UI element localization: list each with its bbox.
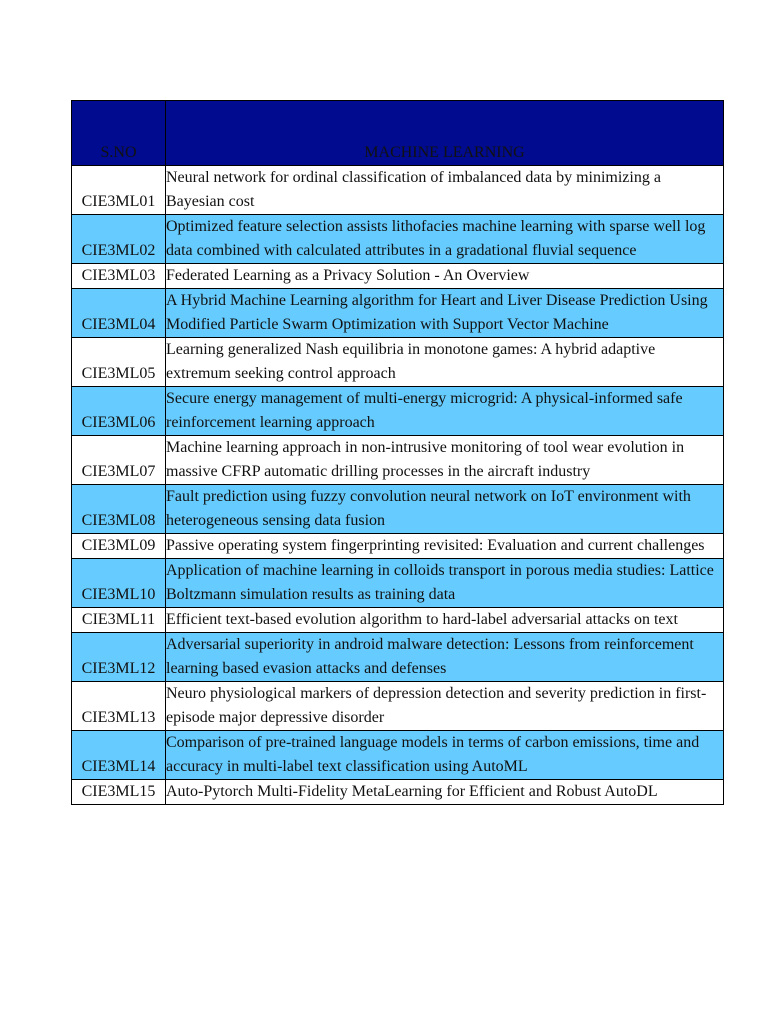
- row-title: Adversarial superiority in android malware detection: Lessons from reinforcement learning based evasion attacks and defenses: [166, 633, 724, 682]
- row-sno: CIE3ML03: [72, 264, 166, 289]
- row-title: Machine learning approach in non-intrusive monitoring of tool wear evolution in massive CFRP automatic drilling processes in the aircraft industry: [166, 436, 724, 485]
- row-sno: CIE3ML12: [72, 633, 166, 682]
- table-row: [72, 633, 724, 682]
- table-row: [72, 485, 724, 534]
- row-title: Neural network for ordinal classification of imbalanced data by minimizing a Bayesian cost: [166, 166, 724, 215]
- table-body: [72, 166, 724, 805]
- table-row: [72, 559, 724, 608]
- row-sno: CIE3ML06: [72, 387, 166, 436]
- row-sno: CIE3ML13: [72, 682, 166, 731]
- row-sno: CIE3ML11: [72, 608, 166, 633]
- row-title: Neuro physiological markers of depression detection and severity prediction in first-episode major depressive disorder: [166, 682, 724, 731]
- row-sno: CIE3ML05: [72, 338, 166, 387]
- table-row: [72, 215, 724, 264]
- table-row: [72, 166, 724, 215]
- row-title: A Hybrid Machine Learning algorithm for Heart and Liver Disease Prediction Using Modified Particle Swarm Optimization with Support Vector Machine: [166, 289, 724, 338]
- table-row: [72, 264, 724, 289]
- table-header-row: [72, 101, 724, 166]
- row-sno: CIE3ML09: [72, 534, 166, 559]
- table-row: [72, 780, 724, 805]
- header-title: MACHINE LEARNING: [166, 101, 724, 166]
- row-title: Application of machine learning in colloids transport in porous media studies: Lattice Boltzmann simulation results as training data: [166, 559, 724, 608]
- table-row: [72, 436, 724, 485]
- row-title: Optimized feature selection assists lithofacies machine learning with sparse well log data combined with calculated attributes in a gradational fluvial sequence: [166, 215, 724, 264]
- row-title: Auto-Pytorch Multi-Fidelity MetaLearning for Efficient and Robust AutoDL: [166, 780, 724, 805]
- ml-paper-table: [71, 100, 724, 805]
- table-row: [72, 338, 724, 387]
- row-title: Secure energy management of multi-energy microgrid: A physical-informed safe reinforcement learning approach: [166, 387, 724, 436]
- table-row: [72, 534, 724, 559]
- table-row: [72, 387, 724, 436]
- table-row: [72, 608, 724, 633]
- row-sno: CIE3ML07: [72, 436, 166, 485]
- row-title: Comparison of pre-trained language models in terms of carbon emissions, time and accuracy in multi-label text classification using AutoML: [166, 731, 724, 780]
- row-sno: CIE3ML10: [72, 559, 166, 608]
- table-row: [72, 682, 724, 731]
- row-sno: CIE3ML04: [72, 289, 166, 338]
- row-title: Federated Learning as a Privacy Solution - An Overview: [166, 264, 724, 289]
- row-sno: CIE3ML01: [72, 166, 166, 215]
- row-sno: CIE3ML15: [72, 780, 166, 805]
- row-title: Learning generalized Nash equilibria in monotone games: A hybrid adaptive extremum seeking control approach: [166, 338, 724, 387]
- header-sno: S.NO: [72, 101, 166, 166]
- row-sno: CIE3ML08: [72, 485, 166, 534]
- row-sno: CIE3ML02: [72, 215, 166, 264]
- table-row: [72, 289, 724, 338]
- row-sno: CIE3ML14: [72, 731, 166, 780]
- row-title: Fault prediction using fuzzy convolution neural network on IoT environment with heterogeneous sensing data fusion: [166, 485, 724, 534]
- row-title: Passive operating system fingerprinting revisited: Evaluation and current challenges: [166, 534, 724, 559]
- table-row: [72, 731, 724, 780]
- row-title: Efficient text-based evolution algorithm to hard-label adversarial attacks on text: [166, 608, 724, 633]
